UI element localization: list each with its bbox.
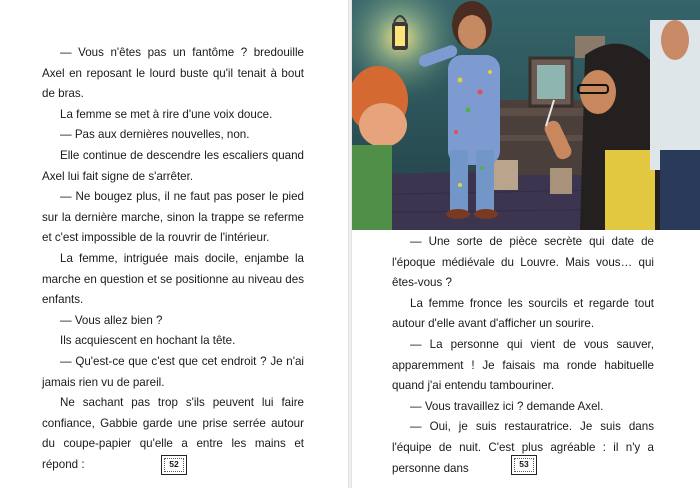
- story-illustration: [350, 0, 700, 230]
- crate: [490, 160, 518, 190]
- paragraph: — Vous n'êtes pas un fantôme ? bredouille Axel en reposant le lourd buste qu'il tenait à bout de bras.: [42, 46, 304, 101]
- paragraph: Ils acquiescent en hochant la tête.: [60, 334, 236, 348]
- paragraph: — Pas aux dernières nouvelles, non.: [60, 128, 250, 142]
- paragraph: Elle continue de descendre les escaliers quand Axel lui fait signe de s'arrêter.: [42, 148, 304, 183]
- paragraph: — La personne qui vient de vous sauver, apparemment ! Je faisais ma ronde habituelle quand j'ai entendu tambouriner.: [392, 337, 654, 393]
- paragraph: Ne sachant pas trop s'ils peuvent lui faire confiance, Gabbie garde une prise serrée autour du coupe-papier qu'elle a entre les mains et répond :: [42, 396, 304, 471]
- page-number: 52: [161, 455, 187, 475]
- paragraph: La femme se met à rire d'une voix douce.: [60, 107, 273, 121]
- paragraph: La femme fronce les sourcils et regarde tout autour d'elle avant d'afficher un sourire.: [392, 296, 654, 331]
- right-page-text: [392, 232, 654, 479]
- book-gutter: [348, 0, 352, 488]
- page-number: 53: [511, 455, 537, 475]
- boy-shirt: [350, 145, 392, 230]
- paragraph: — Vous travaillez ici ? demande Axel.: [410, 399, 604, 413]
- paragraph: — Ne bougez plus, il ne faut pas poser le pied sur la dernière marche, sinon la trappe se referme et c'est impossible de la rouvrir de l'intérieur.: [42, 190, 304, 245]
- paragraph: — Qu'est-ce que c'est que cet endroit ? Je n'ai jamais rien vu de pareil.: [42, 354, 304, 389]
- paragraph: — Une sorte de pièce secrète qui date de l'époque médiévale du Louvre. Mais vous… qui êtes-vous ?: [392, 235, 654, 290]
- paragraph: La femme, intriguée mais docile, enjambe la marche en question et se positionne au niveau des enfants.: [42, 251, 304, 307]
- left-page-text: [42, 43, 304, 475]
- paragraph: — Vous allez bien ?: [60, 313, 163, 327]
- paragraph: — Oui, je suis restauratrice. Je suis dans l'équipe de nuit. C'est plus agréable : il n'y a personne dans: [392, 420, 654, 475]
